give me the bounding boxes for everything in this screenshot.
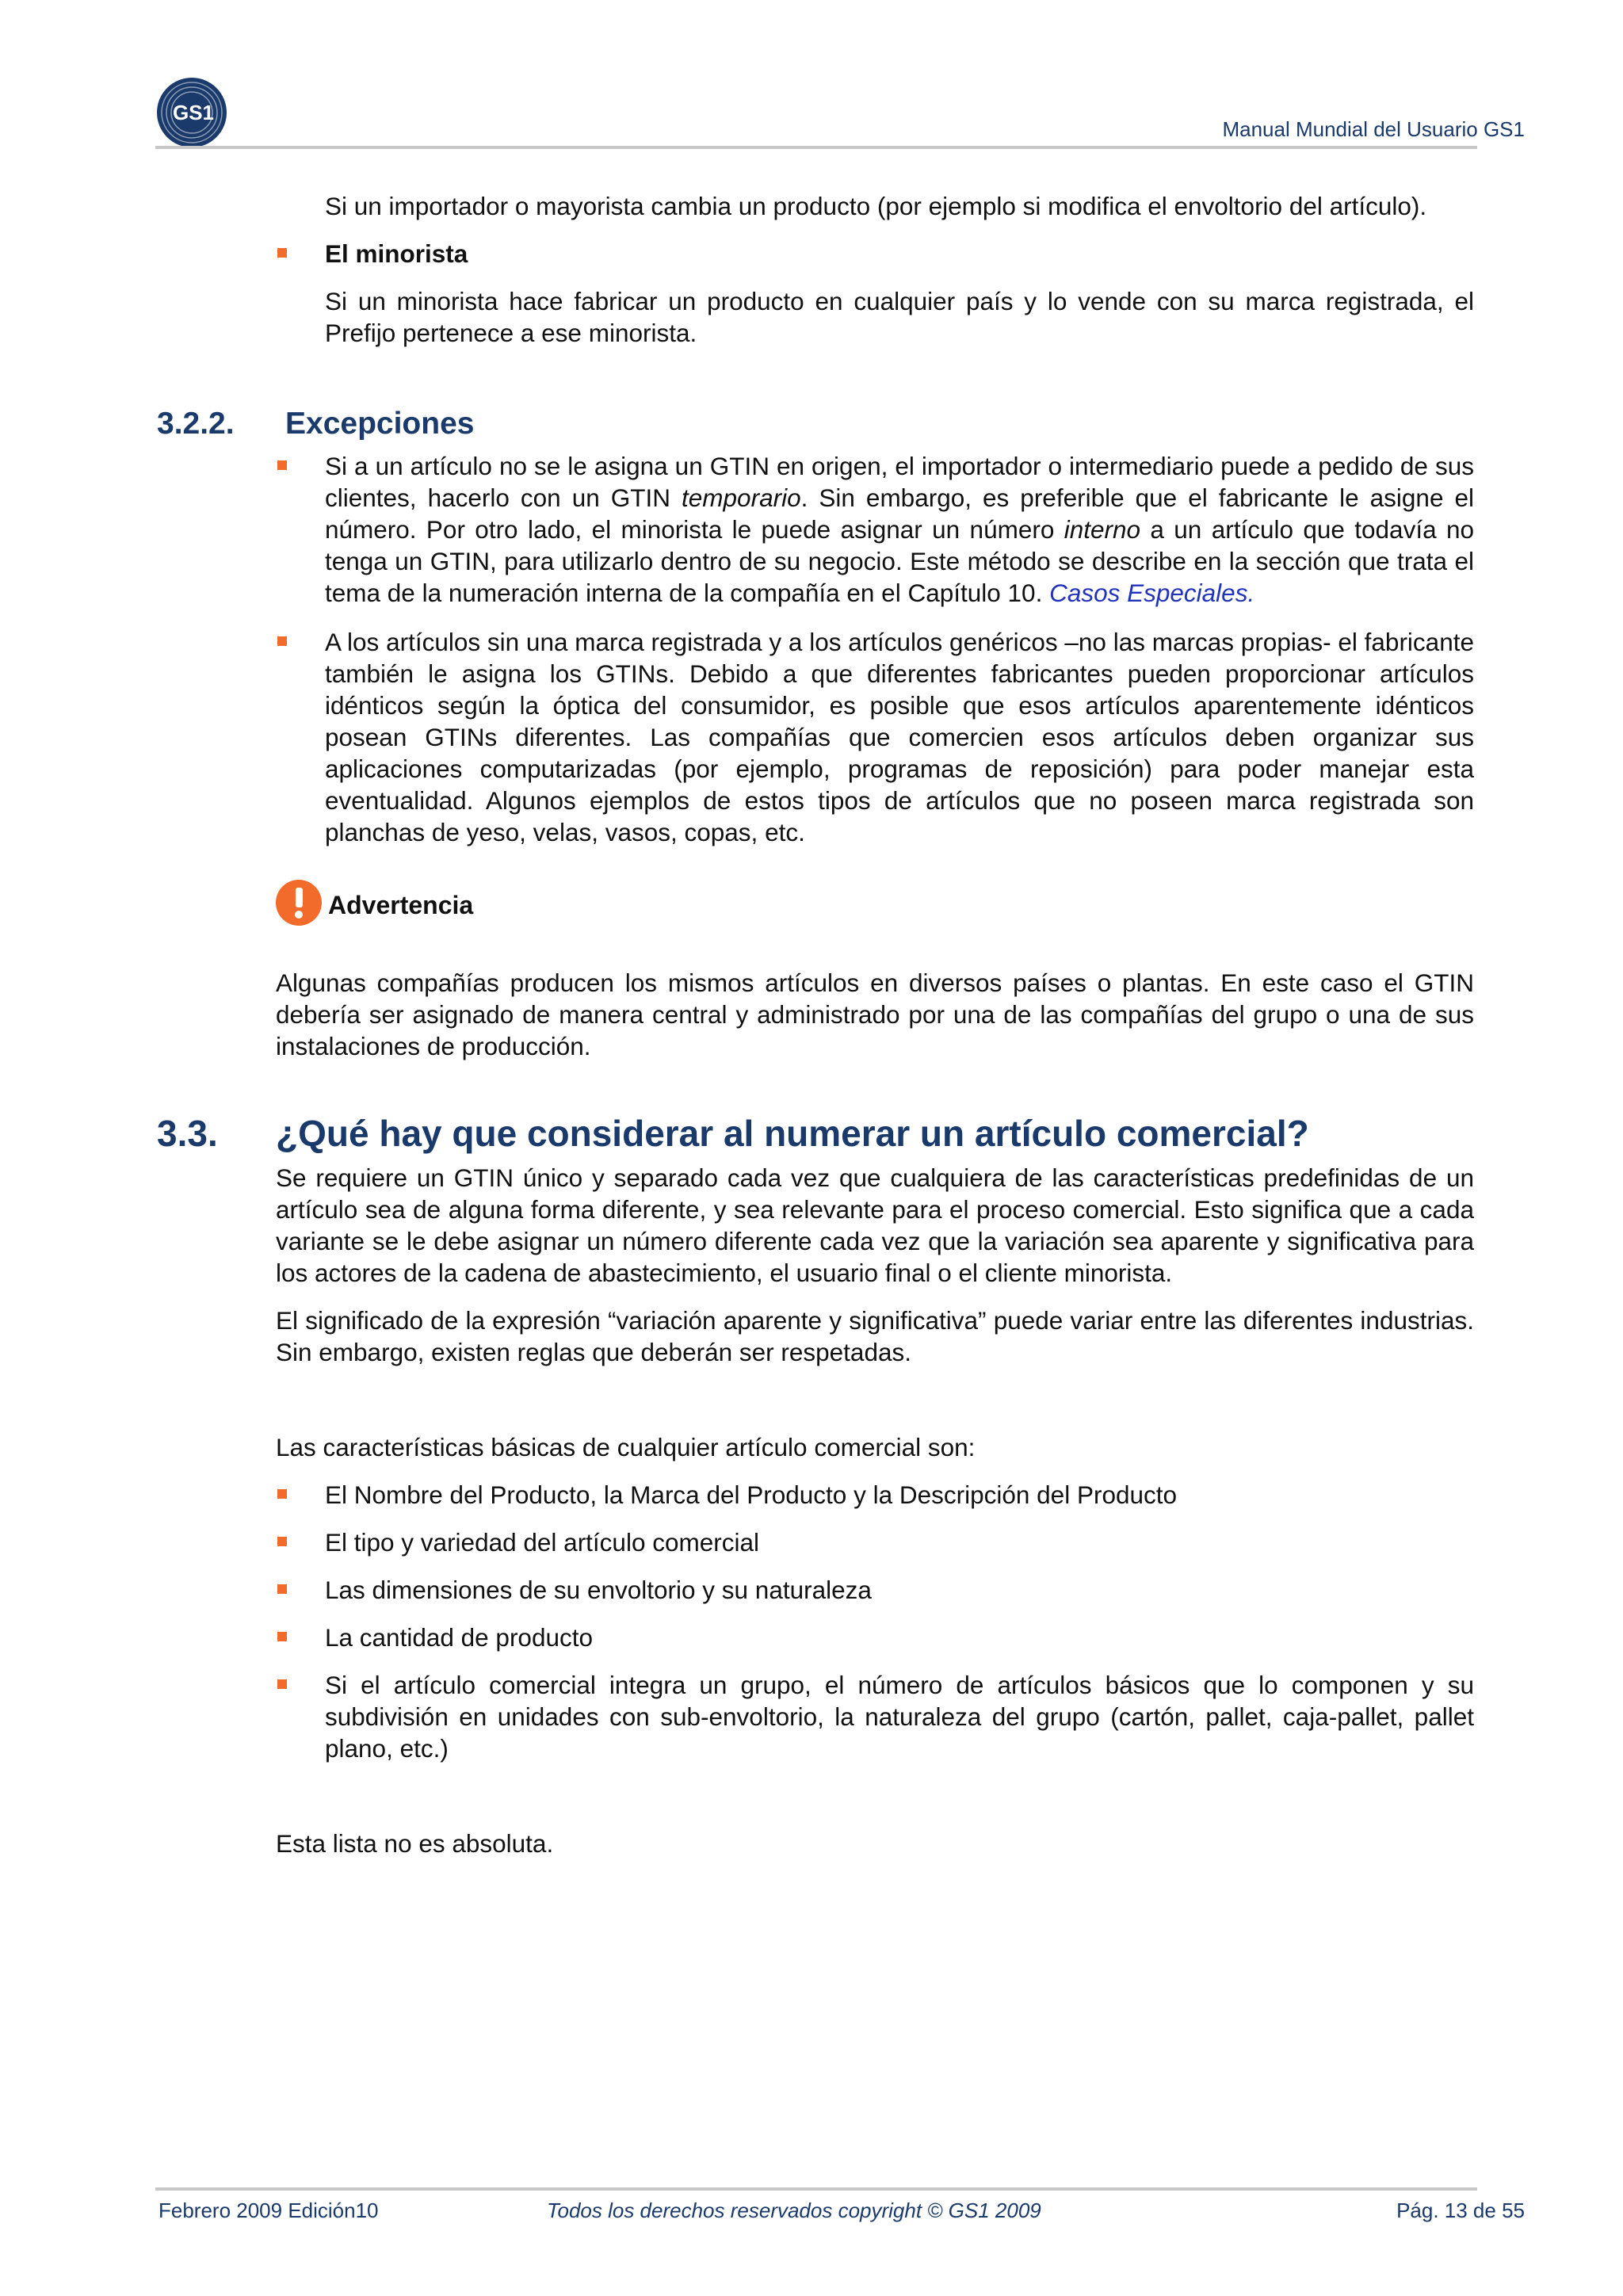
section-3-3-paragraph-2: El significado de la expresión “variación aparente y significativa” puede variar entre las diferentes industrias. Sin embargo, existen reglas que deberán ser respetadas.: [276, 1306, 1474, 1366]
section-title: Excepciones: [285, 407, 475, 441]
exclamation-icon: [276, 880, 322, 926]
casos-especiales-link[interactable]: Casos Especiales.: [1049, 579, 1255, 607]
section-3-3-paragraph-1: Se requiere un GTIN único y separado cada vez que cualquiera de las características predefinidas de un artículo sea de alguna forma diferente, y sea relevante para el proceso comercial. Esto significa que a cada variante se le debe asignar un número diferente cada vez que la variación sea aparente y significativa para los actores de la cadena de abastecimiento, el usuario final o el cliente minorista.: [276, 1163, 1474, 1287]
section-3-3-paragraph-4: Esta lista no es absoluta.: [276, 1829, 554, 1858]
list-item: La cantidad de producto: [325, 1622, 1474, 1653]
section-3-2-2-heading: [0, 404, 1623, 444]
section-title: ¿Qué hay que considerar al numerar un artículo comercial?: [276, 1113, 1309, 1154]
footer-copyright: Todos los derechos reservados copyright © GS1 2009: [547, 2199, 1041, 2222]
gs1-logo: [155, 76, 228, 149]
emphasis-interno: interno: [1064, 515, 1141, 544]
gs1-logo-text: GS1: [172, 101, 215, 124]
header-title: Manual Mundial del Usuario GS1: [1222, 117, 1525, 141]
warning-label: Advertencia: [328, 891, 474, 919]
bullet-retailer: [325, 238, 1474, 269]
warning-block: [276, 880, 1623, 927]
retailer-heading: El minorista: [325, 239, 468, 268]
exception-1-text: Si a un artículo no se le asigna un GTIN en origen, el importador o intermediario puede a pedido de sus clientes, hacerlo con un GTIN temporario. Sin embargo, es preferible que el fabricante le asigne el número. Por otro lado, el minorista le puede asignar un número interno a un artículo que todavía no tenga un GTIN, para utilizarlo dentro de su negocio. Este método se describe en la sección que trata el tema de la numeración interna de la compañía en el Capítulo 10. Casos Especiales.: [325, 452, 1474, 607]
footer-divider: [155, 2187, 1477, 2191]
footer-edition: Febrero 2009 Edición10: [158, 2199, 379, 2222]
section-number: 3.2.2.: [157, 407, 235, 441]
list-item: Si el artículo comercial integra un grupo, el número de artículos básicos que lo componen y su subdivisión en unidades con sub-envoltorio, la naturaleza del grupo (cartón, pallet, caja-pallet, pallet plano, etc.): [325, 1671, 1474, 1763]
section-3-3-heading: [0, 1110, 1623, 1157]
list-item: Las dimensiones de su envoltorio y su naturaleza: [325, 1574, 1474, 1606]
warning-paragraph: Algunas compañías producen los mismos artículos en diversos países o plantas. En este caso el GTIN debería ser asignado de manera central y administrado por una de las compañías del grupo o una de sus instalaciones de producción.: [276, 968, 1474, 1060]
bullet-exception-2: [325, 626, 1474, 848]
emphasis-temporario: temporario: [682, 483, 801, 512]
list-item: El tipo y variedad del artículo comercial: [325, 1526, 1474, 1558]
importer-paragraph: Si un importador o mayorista cambia un producto (por ejemplo si modifica el envoltorio del artículo).: [325, 192, 1427, 220]
exception-2-text: A los artículos sin una marca registrada y a los artículos genéricos –no las marcas propias- el fabricante también le asigna los GTINs. Debido a que diferentes fabricantes pueden proporcionar artículos idénticos según la óptica del consumidor, es posible que esos artículos aparentemente idénticos posean GTINs diferentes. Las compañías que comercien esos artículos deben organizar sus aplicaciones computarizadas (por ejemplo, programas de reposición) para poder manejar esta eventualidad. Algunos ejemplos de estos tipos de artículos que no poseen marca registrada son planchas de yeso, velas, vasos, copas, etc.: [325, 628, 1474, 846]
list-item: El Nombre del Producto, la Marca del Producto y la Descripción del Producto: [325, 1479, 1474, 1511]
section-number: 3.3.: [157, 1113, 218, 1154]
section-3-3-paragraph-3: Las características básicas de cualquier artículo comercial son:: [276, 1433, 976, 1461]
page-content: [0, 190, 1623, 1859]
header-divider: [155, 146, 1477, 149]
footer-page-number: Pág. 13 de 55: [1396, 2199, 1525, 2222]
bullet-exception-1: [325, 450, 1474, 609]
retailer-paragraph: Si un minorista hace fabricar un producto en cualquier país y lo vende con su marca registrada, el Prefijo pertenece a ese minorista.: [325, 287, 1474, 347]
